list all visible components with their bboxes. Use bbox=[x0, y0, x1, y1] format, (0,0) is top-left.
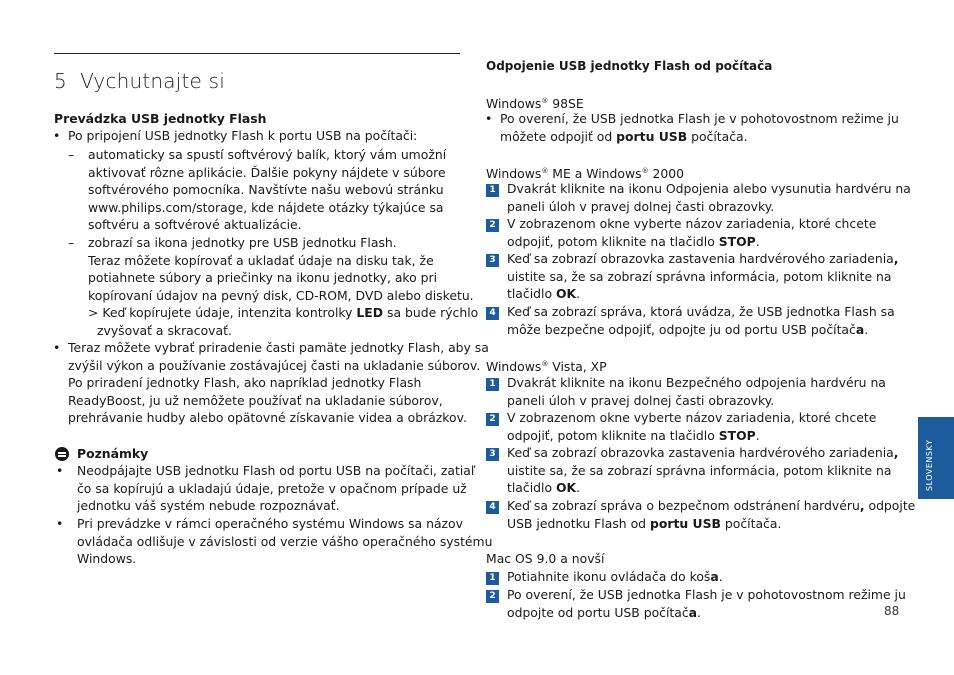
step-number: 3 bbox=[486, 254, 499, 267]
list-item: www.philips.com/storage, kde nájdete otázky týkajúce sa bbox=[88, 199, 444, 215]
list-item: Keď sa zobrazí správa, ktorá uvádza, že USB jednotka Flash sa bbox=[507, 304, 895, 319]
list-item: potiahnete súbory a priečinky na ikonu jednotky, ako pri bbox=[88, 270, 438, 285]
os-label: Windows® ME a Windows® 2000 bbox=[486, 166, 685, 182]
language-tab bbox=[918, 417, 954, 499]
language-label: SLOVENSKY bbox=[925, 439, 934, 491]
step-number: 2 bbox=[486, 413, 499, 426]
step-number: 1 bbox=[486, 378, 499, 391]
list-item: Po priradení jednotky Flash, ako napríklad jednotky Flash bbox=[68, 375, 422, 390]
list-item: Pri prevádzke v rámci operačného systému Windows sa názov bbox=[77, 516, 463, 531]
list-item: Keď sa zobrazí obrazovka zastavenia hardvérového zariadenia, bbox=[507, 251, 899, 266]
list-item: zobrazí sa ikona jednotky pre USB jednotku Flash. bbox=[88, 235, 397, 250]
list-item: Keď sa zobrazí správa o bezpečnom odstránení hardvéru, odpojte bbox=[507, 498, 916, 513]
section-heading: Odpojenie USB jednotky Flash od počítača bbox=[486, 59, 773, 73]
list-item: V zobrazenom okne vyberte názov zariadenia, ktoré chcete bbox=[507, 216, 877, 231]
page-number: 88 bbox=[884, 604, 900, 618]
list-item: V zobrazenom okne vyberte názov zariadenia, ktoré chcete bbox=[507, 410, 877, 425]
section-heading: Prevádzka USB jednotky Flash bbox=[54, 111, 267, 126]
list-item: čo sa kopírujú a ukladajú údaje, pretože v opačnom prípade už bbox=[77, 480, 467, 496]
list-item: > Keď kopírujete údaje, intenzita kontrolky LED sa bude rýchlo bbox=[88, 305, 479, 320]
list-item: môžete odpojiť od portu USB počítača. bbox=[500, 128, 748, 144]
list-item: USB jednotku Flash od portu USB počítača. bbox=[507, 515, 782, 531]
list-item: Keď sa zobrazí obrazovka zastavenia hardvérového zariadenia, bbox=[507, 445, 899, 460]
step-number: 2 bbox=[486, 590, 499, 603]
list-item: paneli úloh v pravej dolnej časti obrazovky. bbox=[507, 392, 775, 408]
list-item: • Po overení, že USB jednotka Flash je v pohotovostnom režime ju bbox=[500, 110, 899, 128]
dash-mark: – bbox=[68, 235, 75, 250]
top-rule bbox=[54, 53, 460, 54]
list-item: môže bezpečne odpojiť, odpojte ju od portu USB počítača. bbox=[507, 321, 869, 337]
step-number: 3 bbox=[486, 448, 499, 461]
step-number: 1 bbox=[486, 572, 499, 585]
notes-heading: Poznámky bbox=[77, 446, 149, 461]
list-item: • Teraz môžete vybrať priradenie časti pamäte jednotky Flash, aby sa bbox=[68, 339, 489, 357]
list-item: uistite sa, že sa zobrazí správna informácia, potom kliknite na bbox=[507, 268, 892, 284]
list-item: Potiahnite ikonu ovládača do koša. bbox=[507, 569, 723, 584]
list-item: softvérového pomocníka. Navštívte našu webovú stránku bbox=[88, 182, 444, 197]
bullet-mark: • bbox=[56, 516, 64, 531]
dash-mark: – bbox=[68, 147, 75, 162]
list-item: zvyšovať a skracovať. bbox=[97, 322, 232, 338]
list-item: Neodpájajte USB jednotku Flash od portu USB na počítači, zatiaľ bbox=[77, 463, 476, 478]
list-item: tlačidlo OK. bbox=[507, 286, 581, 301]
step-number: 2 bbox=[486, 219, 499, 232]
os-label: Windows® 98SE bbox=[486, 96, 584, 112]
list-item: automaticky sa spustí softvérový balík, ktorý vám umožní bbox=[88, 147, 447, 162]
list-item: aktivovať rôzne aplikácie. Ďalšie pokyny nájdete v súbore bbox=[88, 164, 446, 180]
list-item: jednotku váš systém nebude rozpoznávať. bbox=[77, 498, 340, 513]
list-item: • Po pripojení USB jednotky Flash k portu USB na počítači: bbox=[68, 127, 417, 145]
step-number: 1 bbox=[486, 184, 499, 197]
list-item: Po overení, že USB jednotka Flash je v pohotovostnom režime ju bbox=[507, 587, 906, 602]
list-item: ovládača odlišuje v závislosti od verzie vášho operačného systému bbox=[77, 533, 493, 549]
bullet-mark: • bbox=[56, 463, 64, 478]
list-item: ReadyBoost, ju už nemôžete používať na ukladanie súborov, bbox=[68, 392, 443, 408]
note-icon bbox=[55, 447, 69, 461]
chapter-title: 5 Vychutnajte si bbox=[54, 69, 226, 93]
list-item: softvéru a softvérové aktualizácie. bbox=[88, 217, 302, 232]
list-item: prehrávanie hudby alebo opätovné získavanie videa a obrázkov. bbox=[68, 410, 467, 425]
list-item: odpojiť, potom kliknite na tlačidlo STOP. bbox=[507, 427, 760, 443]
os-label: Mac OS 9.0 a novší bbox=[486, 551, 605, 566]
step-number: 4 bbox=[486, 307, 499, 320]
step-number: 4 bbox=[486, 501, 499, 514]
list-item: odpojiť, potom kliknite na tlačidlo STOP. bbox=[507, 233, 760, 249]
list-item: Dvakrát kliknite na ikonu Odpojenia alebo vysunutia hardvéru na bbox=[507, 181, 911, 196]
list-item: Dvakrát kliknite na ikonu Bezpečného odpojenia hardvéru na bbox=[507, 375, 886, 390]
list-item: uistite sa, že sa zobrazí správna informácia, potom kliknite na bbox=[507, 462, 892, 478]
list-item: zvýšil výkon a používanie zostávajúcej časti na ukladanie súborov. bbox=[68, 357, 481, 373]
list-item: odpojte od portu USB počítača. bbox=[507, 604, 701, 620]
list-item: Teraz môžete kopírovať a ukladať údaje na disku tak, že bbox=[88, 252, 434, 268]
list-item: paneli úloh v pravej dolnej časti obrazovky. bbox=[507, 198, 775, 214]
list-item: kopírovaní údajov na pevný disk, CD-ROM, DVD alebo disketu. bbox=[88, 287, 474, 303]
os-label: Windows® Vista, XP bbox=[486, 359, 607, 375]
list-item: Windows. bbox=[77, 551, 137, 566]
list-item: tlačidlo OK. bbox=[507, 480, 581, 495]
